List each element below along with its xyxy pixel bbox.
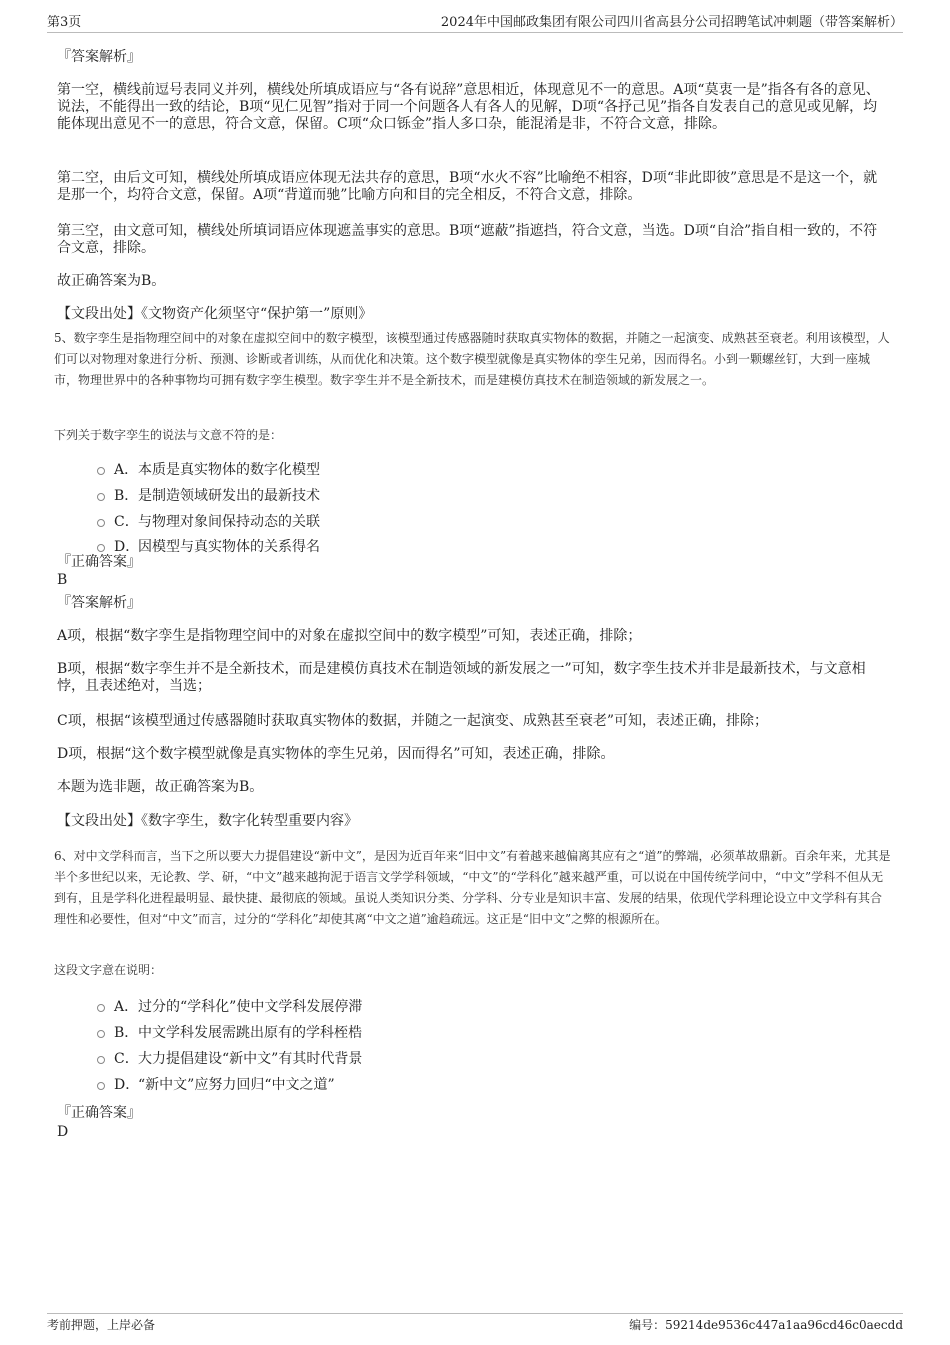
q6-stem: 6、对中文学科而言，当下之所以要大力提倡建设“新中文”，是因为近百年来“旧中文”有着越来越偏离其应有之“道”的弊端，必须革故鼎新。百余年来，尤其是半个多世纪以来，无论教、学、研，“中文”越来越拘泥于语言文学学科领域，“中文”的“学科化”越来越严重，可以说在中国传统学问中，“中文”学科不但从无到有，且是学科化进程最明显、最快捷、最彻底的领域。虽说人类知识分类、分学科、分专业是知识丰富、发展的结果，依现代学科理论设立中文学科有其合理性和必要性，但对“中文”而言，过分的“学科化”却使其离“中文之道”逾趋疏远。这正是“旧中文”之弊的根源所在。 [54,849,891,926]
q5-conclusion: 本题为选非题，故正确答案为B。 [57,779,264,795]
q5-option-d[interactable]: D．因模型与真实物体的关系得名 [97,538,320,556]
q5-analysis-b: B项，根据“数字孪生并不是全新技术，而是建模仿真技术在制造领域的新发展之一”可知，数字孪生技术并非是最新技术，与文意相悖，且表述绝对，当选； [57,661,866,694]
radio-icon[interactable] [97,467,105,475]
q6-option-b[interactable]: B．中文学科发展需跳出原有的学科桎梏 [97,1024,362,1042]
q6-answer-label: 『正确答案』 [57,1105,141,1121]
q4-source: 【文段出处】《文物资产化须坚守“保护第一”原则》 [57,306,373,322]
q4-analysis-p1: 第一空，横线前逗号表同义并列，横线处所填成语应与“各有说辞”意思相近，体现意见不一的意思。A项“莫衷一是”指各有各的意见、说法，不能得出一致的结论，B项“见仁见智”指对于同一个问题各人有各人的见解，D项“各抒己见”指各自发表自己的意见或见解，均能体现出意见不一的意思，符合文意，保留。C项“众口铄金”指人多口杂，能混淆是非，不符合文意，排除。 [57,82,880,132]
q4-analysis-p3: 第三空，由文意可知，横线处所填词语应体现遮盖事实的意思。B项“遮蔽”指遮挡，符合文意，当选。D项“自洽”指自相一致的，不符合文意，排除。 [57,223,878,256]
radio-icon[interactable] [97,1030,105,1038]
q4-analysis-label: 『答案解析』 [57,49,141,65]
q6-answer: D [57,1124,69,1140]
q5-option-c[interactable]: C．与物理对象间保持动态的关联 [97,513,320,531]
q5-analysis-label: 『答案解析』 [57,595,141,611]
page-number: 第3页 [47,15,82,30]
q4-conclusion: 故正确答案为B。 [57,273,166,289]
document-title: 2024年中国邮政集团有限公司四川省高县分公司招聘笔试冲刺题（带答案解析） [440,15,903,30]
q4-analysis-p2: 第二空，由后文可知，横线处所填成语应体现无法共存的意思，B项“水火不容”比喻绝不相容，D项“非此即彼”意思是不是这一个，就是那一个，均符合文意，保留。A项“背道而驰”比喻方向和目的完全相反，不符合文意，排除。 [57,170,878,203]
q6-question: 这段文字意在说明： [54,963,163,977]
radio-icon[interactable] [97,544,105,552]
q5-source: 【文段出处】《数字孪生，数字化转型重要内容》 [57,813,358,829]
footer-slogan: 考前押题，上岸必备 [47,1318,156,1332]
q5-question: 下列关于数字孪生的说法与文意不符的是： [54,428,283,442]
radio-icon[interactable] [97,1004,105,1012]
radio-icon[interactable] [97,519,105,527]
page-header [47,14,903,33]
radio-icon[interactable] [97,493,105,501]
q5-option-a[interactable]: A．本质是真实物体的数字化模型 [97,461,320,479]
radio-icon[interactable] [97,1056,105,1064]
q6-option-c[interactable]: C．大力提倡建设“新中文”有其时代背景 [97,1050,362,1068]
q5-answer: B [57,572,68,588]
q5-stem: 5、数字孪生是指物理空间中的对象在虚拟空间中的数字模型，该模型通过传感器随时获取真实物体的数据，并随之一起演变、成熟甚至衰老。利用该模型，人们可以对物理对象进行分析、预测、诊断或者训练，从而优化和决策。这个数字模型就像是真实物体的孪生兄弟，因而得名。小到一颗螺丝钉，大到一座城市，物理世界中的各种事物均可拥有数字孪生模型。数字孪生并不是全新技术，而是建模仿真技术在制造领域的新发展之一。 [54,331,890,387]
q6-option-a[interactable]: A．过分的“学科化”使中文学科发展停滞 [97,998,362,1016]
q5-answer-label: 『正确答案』 [57,554,141,570]
q5-analysis-a: A项，根据“数字孪生是指物理空间中的对象在虚拟空间中的数字模型”可知，表述正确，排除； [57,628,642,644]
page-footer [47,1313,903,1334]
radio-icon[interactable] [97,1082,105,1090]
q5-analysis-c: C项，根据“该模型通过传感器随时获取真实物体的数据，并随之一起演变、成熟甚至衰老”可知，表述正确，排除； [57,713,769,729]
footer-serial: 编号：59214de9536c447a1aa96cd46c0aecdd [629,1318,903,1332]
q5-option-b[interactable]: B．是制造领域研发出的最新技术 [97,487,320,505]
q5-analysis-d: D项，根据“这个数字模型就像是真实物体的孪生兄弟，因而得名”可知，表述正确，排除。 [57,746,615,762]
q6-option-d[interactable]: D．“新中文”应努力回归“中文之道” [97,1076,335,1094]
